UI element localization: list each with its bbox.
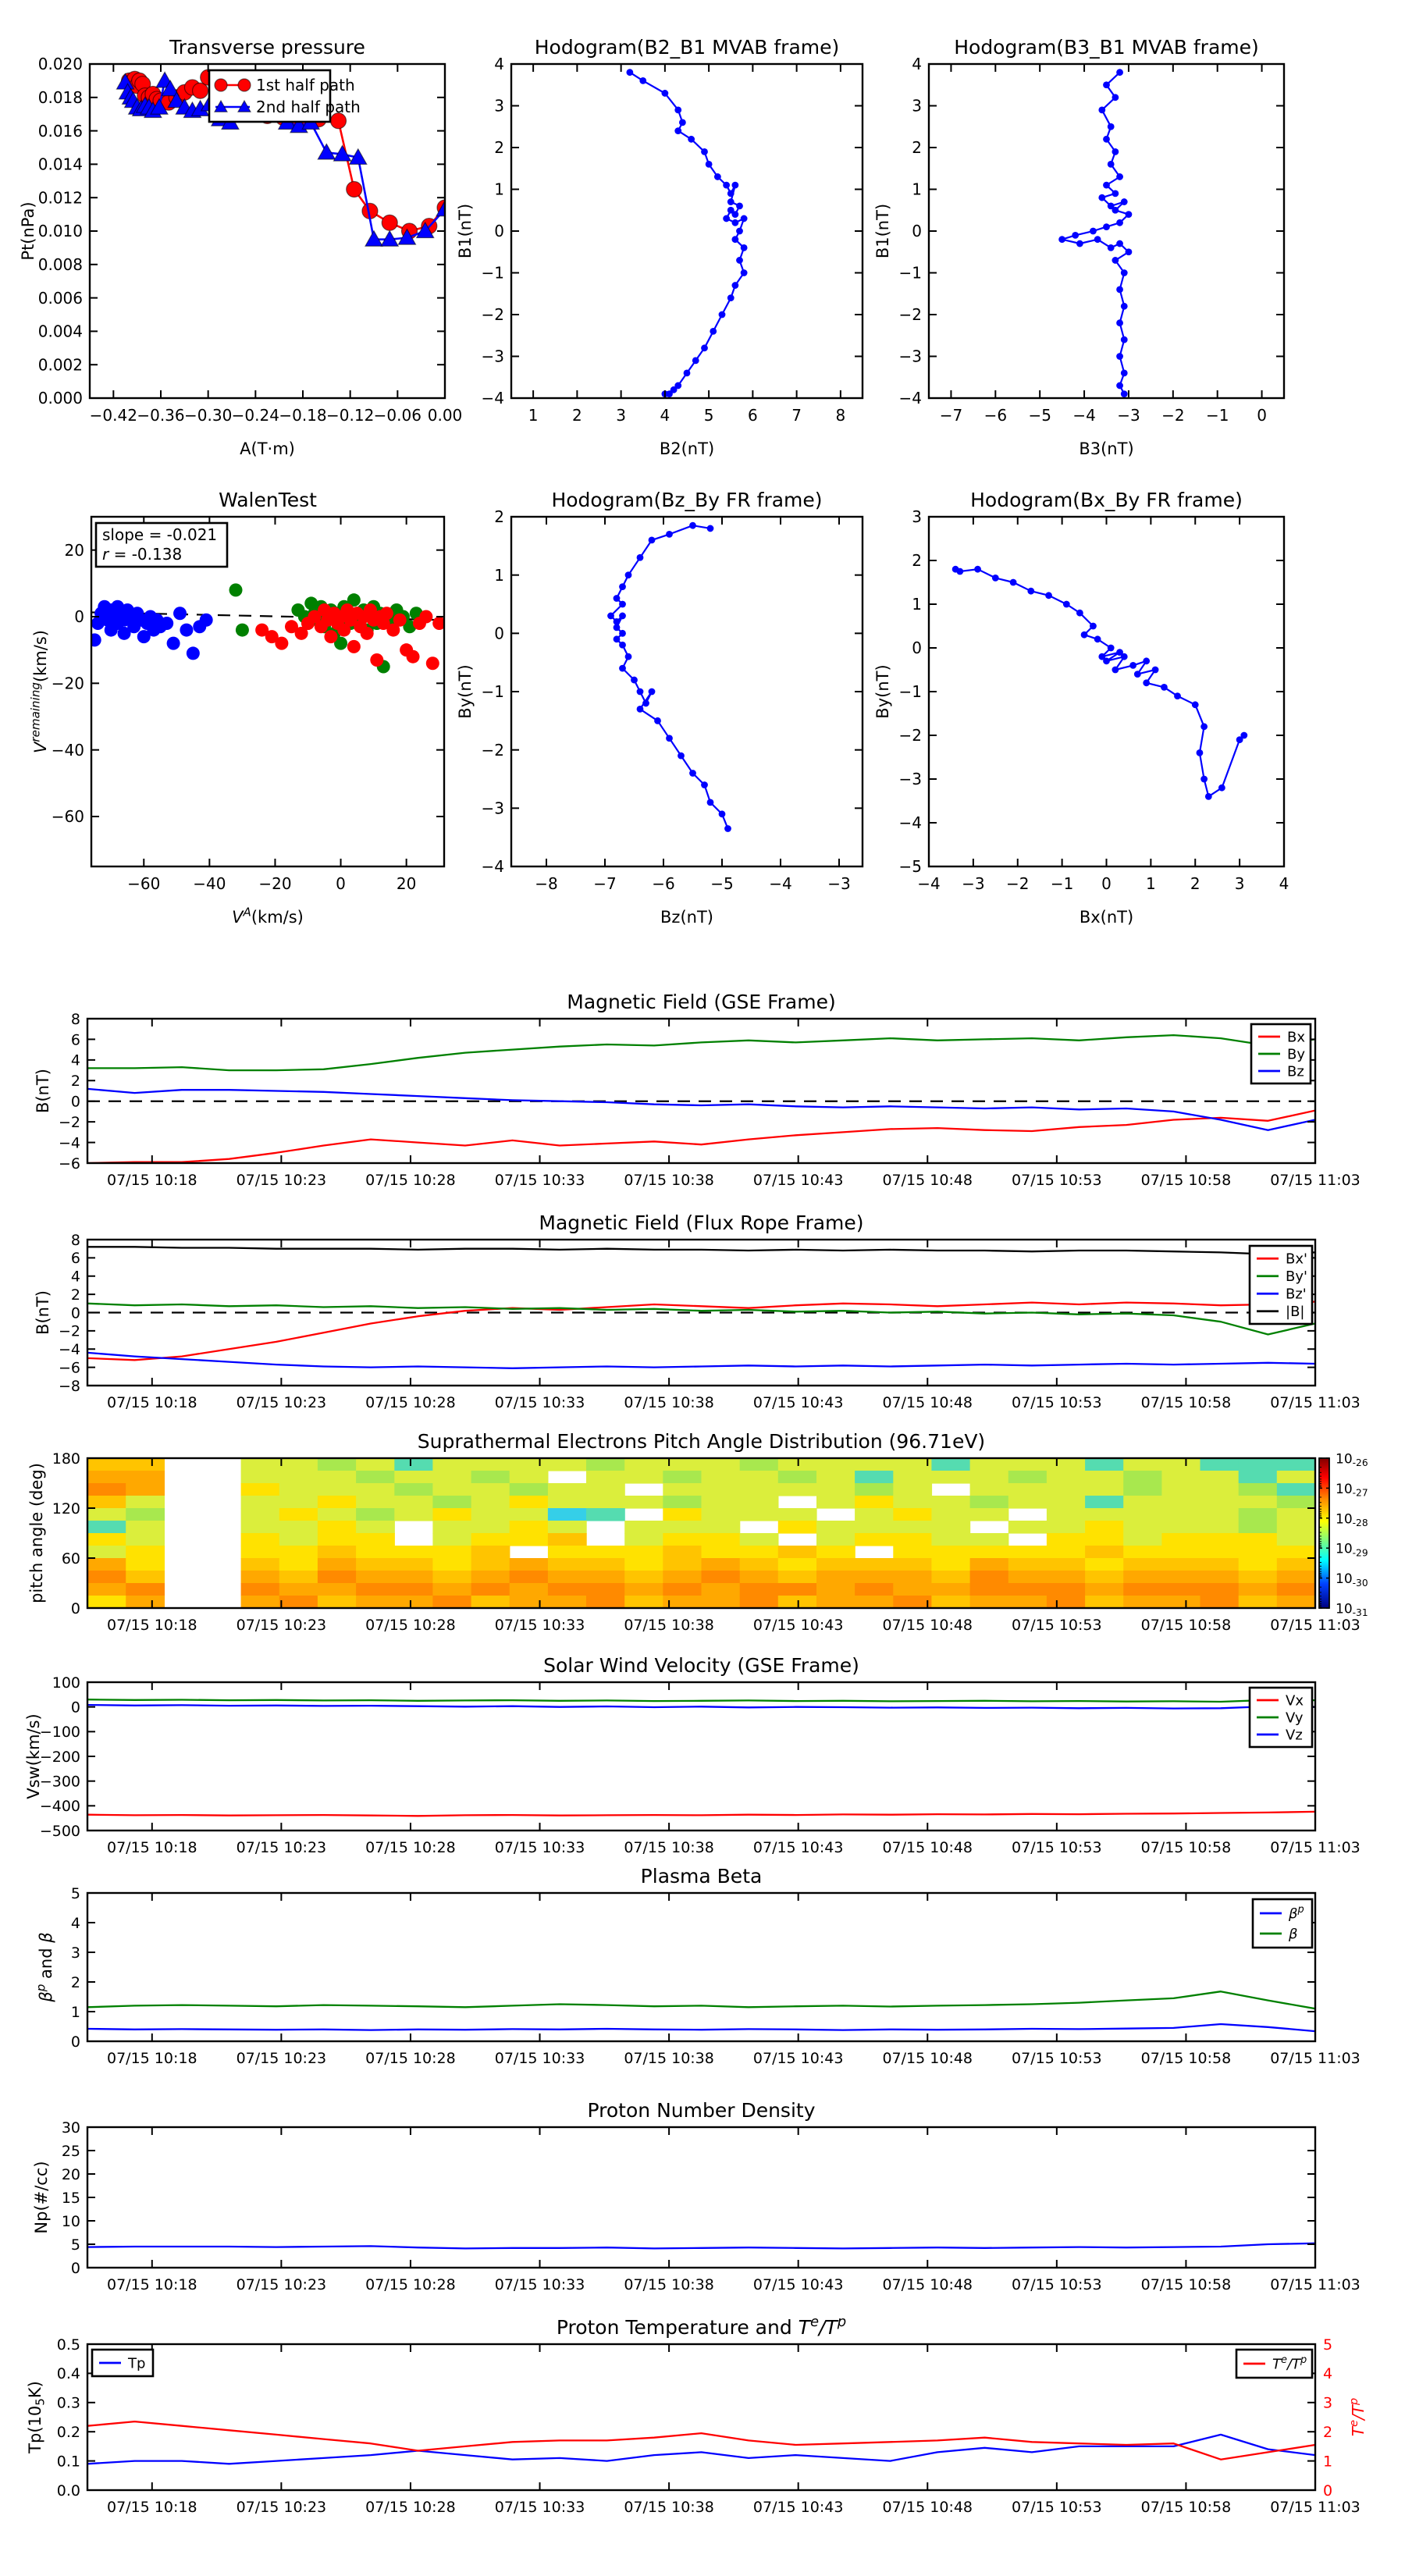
proton-temp-x-tick-label: 07/15 10:18 <box>107 2499 197 2516</box>
proton-temp-x-tick-label: 07/15 11:03 <box>1270 2499 1361 2516</box>
b-fr-x-tick-label: 07/15 10:53 <box>1012 1394 1102 1411</box>
b-gse-y-tick-label: 4 <box>70 1051 80 1069</box>
hodogram-b2-b1-y-tick-label: −4 <box>481 389 504 408</box>
proton-temp-right-tick-label: 0 <box>1323 2482 1333 2500</box>
proton-density-y-tick-label: 0 <box>70 2259 80 2277</box>
transverse-pressure-y-tick-label: 0.008 <box>37 255 83 274</box>
vsw-x-tick-label: 07/15 10:23 <box>236 1839 327 1856</box>
hodogram-b2-b1-y-tick-label: 3 <box>494 96 504 116</box>
hodogram-bz-by-x-tick-label: −6 <box>652 874 675 893</box>
b-gse-legend-label: Bx <box>1287 1029 1306 1046</box>
hodogram-bx-by-y-tick-label: −3 <box>898 770 922 789</box>
transverse-pressure-y-tick-label: 0.010 <box>37 222 83 241</box>
hodogram-b3-b1-y-tick-label: 1 <box>912 180 922 199</box>
pitch-angle-y-tick-label: 0 <box>70 1599 80 1617</box>
transverse-pressure-y-tick-label: 0.002 <box>37 355 83 375</box>
hodogram-bx-by-x-tick-label: −2 <box>1006 874 1030 893</box>
walen-test-stats-box <box>96 523 227 567</box>
transverse-pressure-y-tick-label: 0.018 <box>37 88 83 107</box>
plasma-beta-y-tick-label: 5 <box>70 1884 80 1902</box>
plasma-beta-title: Plasma Beta <box>640 1865 763 1888</box>
transverse-pressure-x-tick-label: −0.24 <box>231 406 279 425</box>
proton-density-y-tick-label: 10 <box>61 2212 80 2230</box>
hodogram-bz-by-x-tick-label: −4 <box>769 874 792 893</box>
proton-temp-right-tick-label: 5 <box>1323 2336 1333 2354</box>
walen-test-stats-line: r = -0.138 <box>102 545 183 564</box>
proton-temp-right-tick-label: 2 <box>1323 2424 1333 2442</box>
b-fr-ylabel: B(nT) <box>34 1290 52 1335</box>
hodogram-b3-b1-y-tick-label: 2 <box>912 138 922 158</box>
hodogram-b2-b1-y-tick-label: 2 <box>494 138 504 158</box>
proton-density-x-tick-label: 07/15 10:48 <box>882 2276 973 2293</box>
hodogram-b3-b1-title: Hodogram(B3_B1 MVAB frame) <box>954 36 1259 59</box>
hodogram-bx-by-x-tick-label: 0 <box>1101 874 1112 893</box>
hodogram-b2-b1-x-tick-label: 8 <box>835 406 846 425</box>
hodogram-bz-by-x-tick-label: −7 <box>593 874 617 893</box>
pitch-angle-x-tick-label: 07/15 10:28 <box>365 1617 456 1634</box>
b-gse-x-tick-label: 07/15 10:38 <box>624 1172 714 1189</box>
hodogram-b2-b1-ylabel: B1(nT) <box>456 203 475 259</box>
plasma-beta-x-tick-label: 07/15 10:33 <box>494 2050 585 2067</box>
transverse-pressure-y-tick-label: 0.014 <box>37 155 83 174</box>
hodogram-bz-by-y-tick-label: −1 <box>481 682 504 702</box>
pitch-angle-x-tick-label: 07/15 10:48 <box>882 1617 973 1634</box>
hodogram-bz-by-title: Hodogram(Bz_By FR frame) <box>551 489 823 511</box>
proton-temp-y-tick-label: 0.0 <box>56 2482 80 2500</box>
walen-test-ylabel: $V^{remaining}(km/s)$ <box>28 629 50 754</box>
hodogram-b3-b1-ylabel: B1(nT) <box>873 203 892 259</box>
proton-temp-y-tick-label: 0.4 <box>56 2365 80 2383</box>
proton-density-y-tick-label: 5 <box>70 2236 80 2254</box>
proton-density-y-tick-label: 30 <box>61 2119 80 2137</box>
pitch-angle-y-tick-label: 180 <box>52 1450 80 1468</box>
proton-density-x-tick-label: 07/15 10:18 <box>107 2276 197 2293</box>
b-gse-y-tick-label: −6 <box>58 1155 80 1172</box>
b-gse-x-tick-label: 07/15 10:18 <box>107 1172 197 1189</box>
b-fr-y-tick-label: −2 <box>58 1322 80 1340</box>
hodogram-bx-by-x-tick-label: 1 <box>1146 874 1156 893</box>
transverse-pressure-y-tick-label: 0.012 <box>37 188 83 208</box>
hodogram-b3-b1-y-tick-label: 4 <box>912 55 922 74</box>
proton-temp-right-tick-label: 1 <box>1323 2453 1333 2471</box>
hodogram-bx-by-y-tick-label: 2 <box>912 551 922 571</box>
hodogram-b2-b1-title: Hodogram(B2_B1 MVAB frame) <box>534 36 840 59</box>
hodogram-b2-b1-y-tick-label: −3 <box>481 347 504 366</box>
b-gse-x-tick-label: 07/15 10:48 <box>882 1172 973 1189</box>
b-fr-legend-label: By' <box>1286 1268 1307 1286</box>
proton-temp-title: Proton Temperature and $T^e/T^p$ <box>556 2314 847 2339</box>
pitch-angle-y-tick-label: 60 <box>61 1550 80 1567</box>
pitch-angle-colorbar-label: $10_{-27}$ <box>1336 1481 1368 1499</box>
hodogram-bz-by-y-tick-label: −3 <box>481 799 504 818</box>
b-fr-x-tick-label: 07/15 10:18 <box>107 1394 197 1411</box>
hodogram-bx-by-x-tick-label: 3 <box>1234 874 1245 893</box>
hodogram-b3-b1-y-tick-label: 3 <box>912 96 922 116</box>
vsw-y-tick-label: −500 <box>39 1822 80 1840</box>
hodogram-b3-b1-x-tick-label: −4 <box>1072 406 1096 425</box>
proton-temp-legend-label: Tp <box>128 2355 146 2372</box>
b-fr-x-tick-label: 07/15 10:58 <box>1140 1394 1232 1411</box>
pitch-angle-title: Suprathermal Electrons Pitch Angle Distribution (96.71eV) <box>417 1430 986 1453</box>
hodogram-b3-b1-y-tick-label: −1 <box>898 263 922 283</box>
plasma-beta-y-tick-label: 3 <box>70 1944 80 1962</box>
hodogram-bx-by-y-tick-label: 3 <box>912 507 922 527</box>
walen-test-xlabel: $V^A(km/s)$ <box>232 905 304 927</box>
transverse-pressure-y-tick-label: 0.016 <box>37 121 83 141</box>
vsw-legend <box>1250 1688 1312 1747</box>
proton-temp-right-tick-label: 3 <box>1323 2394 1333 2412</box>
plasma-beta-legend-label: β <box>1289 1926 1298 1943</box>
transverse-pressure-x-tick-label: −0.30 <box>184 406 233 425</box>
proton-density-y-tick-label: 15 <box>61 2189 80 2207</box>
plasma-beta-y-tick-label: 0 <box>70 2033 80 2051</box>
plasma-beta-legend-label: $\beta^p$ <box>1289 1904 1304 1923</box>
plasma-beta-y-tick-label: 2 <box>70 1973 80 1991</box>
transverse-pressure-x-tick-label: −0.42 <box>89 406 137 425</box>
pitch-angle-x-tick-label: 07/15 10:43 <box>752 1617 844 1634</box>
walen-test-x-tick-label: 20 <box>396 874 417 893</box>
plasma-beta-x-tick-label: 07/15 10:38 <box>624 2050 714 2067</box>
vsw-title: Solar Wind Velocity (GSE Frame) <box>543 1654 859 1677</box>
proton-temp-legend <box>92 2350 153 2376</box>
plasma-beta-y-tick-label: 4 <box>70 1914 80 1932</box>
proton-density-y-tick-label: 25 <box>61 2142 80 2160</box>
b-fr-legend-label: Bz' <box>1286 1286 1307 1303</box>
b-fr-y-tick-label: 2 <box>70 1286 80 1304</box>
hodogram-b2-b1-x-tick-label: 1 <box>528 406 539 425</box>
b-gse-x-tick-label: 07/15 10:43 <box>752 1172 844 1189</box>
b-fr-y-tick-label: −6 <box>58 1359 80 1377</box>
b-fr-y-tick-label: −8 <box>58 1377 80 1395</box>
proton-density-x-tick-label: 07/15 10:38 <box>624 2276 714 2293</box>
hodogram-b3-b1-y-tick-label: −4 <box>898 389 922 408</box>
hodogram-b3-b1-x-tick-label: −1 <box>1205 406 1229 425</box>
hodogram-b2-b1-y-tick-label: −1 <box>481 263 504 283</box>
b-fr-y-tick-label: 4 <box>70 1268 80 1286</box>
proton-temp-legend-right-label: $T^e/T^p$ <box>1272 2354 1307 2373</box>
plasma-beta-x-tick-label: 07/15 10:23 <box>236 2050 327 2067</box>
walen-test-y-tick-label: −60 <box>51 807 84 827</box>
hodogram-bx-by-x-tick-label: −4 <box>917 874 941 893</box>
vsw-legend-label: Vx <box>1286 1692 1304 1710</box>
b-gse-y-tick-label: −4 <box>58 1134 80 1152</box>
transverse-pressure-y-tick-label: 0.000 <box>37 389 83 408</box>
vsw-y-tick-label: 0 <box>70 1699 80 1717</box>
transverse-pressure-x-tick-label: −0.18 <box>279 406 327 425</box>
hodogram-b3-b1-x-tick-label: −6 <box>984 406 1008 425</box>
vsw-x-tick-label: 07/15 10:48 <box>882 1839 973 1856</box>
b-fr-legend <box>1250 1246 1312 1324</box>
transverse-pressure-xlabel: A(T·m) <box>240 439 295 458</box>
b-fr-legend-label: Bx' <box>1286 1251 1307 1268</box>
vsw-y-tick-label: 100 <box>52 1674 80 1692</box>
proton-density-x-tick-label: 07/15 10:58 <box>1140 2276 1232 2293</box>
proton-temp-x-tick-label: 07/15 10:33 <box>494 2499 585 2516</box>
proton-temp-x-tick-label: 07/15 10:38 <box>624 2499 714 2516</box>
vsw-x-tick-label: 07/15 10:53 <box>1012 1839 1102 1856</box>
hodogram-b2-b1-x-tick-label: 6 <box>748 406 758 425</box>
plasma-beta-x-tick-label: 07/15 11:03 <box>1270 2050 1361 2067</box>
b-fr-y-tick-label: 6 <box>70 1250 80 1268</box>
hodogram-bx-by-y-tick-label: −4 <box>898 813 922 833</box>
hodogram-bz-by-x-tick-label: −5 <box>710 874 734 893</box>
vsw-legend-label: Vz <box>1286 1727 1303 1744</box>
vsw-legend-label: Vy <box>1286 1710 1304 1727</box>
proton-temp-y-tick-label: 0.1 <box>56 2453 80 2471</box>
hodogram-b3-b1-y-tick-label: −3 <box>898 347 922 366</box>
proton-temp-ylabel: $Tp(10_5K)$ <box>26 2381 48 2453</box>
plasma-beta-x-tick-label: 07/15 10:53 <box>1012 2050 1102 2067</box>
hodogram-b2-b1-x-tick-label: 2 <box>572 406 582 425</box>
transverse-pressure-ylabel: Pt(nPa) <box>19 201 37 261</box>
pitch-angle-colorbar-label: $10_{-26}$ <box>1336 1451 1368 1469</box>
proton-density-x-tick-label: 07/15 10:53 <box>1012 2276 1102 2293</box>
transverse-pressure-x-tick-label: 0.00 <box>427 406 463 425</box>
b-fr-x-tick-label: 07/15 11:03 <box>1270 1394 1361 1411</box>
plasma-beta-x-tick-label: 07/15 10:18 <box>107 2050 197 2067</box>
b-gse-x-tick-label: 07/15 10:23 <box>236 1172 327 1189</box>
hodogram-bx-by-x-tick-label: 4 <box>1279 874 1289 893</box>
hodogram-b3-b1-x-tick-label: −2 <box>1161 406 1185 425</box>
transverse-pressure-x-tick-label: −0.12 <box>326 406 375 425</box>
hodogram-b3-b1-x-tick-label: −7 <box>939 406 963 425</box>
proton-density-x-tick-label: 07/15 10:28 <box>365 2276 456 2293</box>
vsw-y-tick-label: −400 <box>39 1798 80 1816</box>
b-fr-y-tick-label: 8 <box>70 1231 80 1249</box>
b-gse-ylabel: B(nT) <box>34 1069 52 1113</box>
hodogram-b3-b1-y-tick-label: 0 <box>912 222 922 241</box>
pitch-angle-cells <box>87 1458 1316 1609</box>
proton-temp-legend-right <box>1236 2350 1312 2378</box>
plasma-beta-x-tick-label: 07/15 10:58 <box>1140 2050 1232 2067</box>
transverse-pressure-x-tick-label: −0.36 <box>137 406 185 425</box>
hodogram-b2-b1-y-tick-label: 0 <box>494 222 504 241</box>
transverse-pressure-legend-label: 1st half path <box>256 76 355 94</box>
hodogram-b3-b1-y-tick-label: −2 <box>898 305 922 325</box>
pitch-angle-x-tick-label: 07/15 11:03 <box>1270 1617 1361 1634</box>
hodogram-bx-by-y-tick-label: 0 <box>912 639 922 658</box>
hodogram-bz-by-xlabel: Bz(nT) <box>660 908 713 927</box>
b-gse-y-tick-label: 0 <box>70 1093 80 1111</box>
proton-temp-y-tick-label: 0.3 <box>56 2394 80 2412</box>
plasma-beta-x-tick-label: 07/15 10:48 <box>882 2050 973 2067</box>
hodogram-b3-b1-x-tick-label: −5 <box>1028 406 1051 425</box>
plasma-beta-x-tick-label: 07/15 10:28 <box>365 2050 456 2067</box>
vsw-x-tick-label: 07/15 10:28 <box>365 1839 456 1856</box>
transverse-pressure-y-tick-label: 0.004 <box>37 322 83 341</box>
b-gse-x-tick-label: 07/15 10:33 <box>494 1172 585 1189</box>
b-fr-x-tick-label: 07/15 10:23 <box>236 1394 327 1411</box>
b-gse-y-tick-label: 8 <box>70 1010 80 1028</box>
pitch-angle-x-tick-label: 07/15 10:33 <box>494 1617 585 1634</box>
hodogram-bx-by-xlabel: Bx(nT) <box>1079 908 1134 927</box>
transverse-pressure-x-tick-label: −0.06 <box>373 406 422 425</box>
b-fr-title: Magnetic Field (Flux Rope Frame) <box>539 1212 864 1234</box>
proton-density-x-tick-label: 07/15 10:23 <box>236 2276 327 2293</box>
proton-temp-right-ylabel: $T^e/T^p$ <box>1348 2397 1368 2437</box>
hodogram-bx-by-x-tick-label: −3 <box>962 874 985 893</box>
b-gse-legend-label: By <box>1287 1046 1306 1063</box>
proton-density-ylabel: Np(#/cc) <box>32 2161 51 2234</box>
proton-temp-y-tick-label: 0.2 <box>56 2424 80 2442</box>
proton-temp-x-tick-label: 07/15 10:23 <box>236 2499 327 2516</box>
hodogram-b3-b1-x-tick-label: 0 <box>1257 406 1267 425</box>
transverse-pressure-legend-label: 2nd half path <box>256 98 361 116</box>
proton-temp-x-tick-label: 07/15 10:48 <box>882 2499 973 2516</box>
pitch-angle-colorbar-label: $10_{-31}$ <box>1336 1601 1368 1619</box>
b-fr-x-tick-label: 07/15 10:38 <box>624 1394 714 1411</box>
walen-test-x-tick-label: −60 <box>127 874 161 893</box>
hodogram-b2-b1-x-tick-label: 5 <box>703 406 714 425</box>
b-fr-x-tick-label: 07/15 10:43 <box>752 1394 844 1411</box>
walen-test-x-tick-label: 0 <box>336 874 346 893</box>
proton-density-title: Proton Number Density <box>587 2099 816 2122</box>
hodogram-b3-b1-x-tick-label: −3 <box>1117 406 1140 425</box>
pitch-angle-x-tick-label: 07/15 10:58 <box>1140 1617 1232 1634</box>
pitch-angle-ylabel: pitch angle (deg) <box>27 1463 46 1603</box>
vsw-y-tick-label: −300 <box>39 1773 80 1791</box>
hodogram-b2-b1-y-tick-label: −2 <box>481 305 504 325</box>
b-fr-y-tick-label: −4 <box>58 1341 80 1359</box>
hodogram-bx-by-ylabel: By(nT) <box>873 664 892 719</box>
hodogram-b2-b1-y-tick-label: 1 <box>494 180 504 199</box>
pitch-angle-x-tick-label: 07/15 10:53 <box>1012 1617 1102 1634</box>
transverse-pressure-y-tick-label: 0.020 <box>37 55 83 74</box>
plasma-beta-x-tick-label: 07/15 10:43 <box>752 2050 844 2067</box>
hodogram-bx-by-x-tick-label: −1 <box>1050 874 1074 893</box>
b-gse-legend <box>1251 1024 1311 1083</box>
pitch-angle-colorbar-label: $10_{-29}$ <box>1336 1541 1368 1559</box>
plasma-beta-ylabel: $\beta^p$ and β <box>34 1932 55 2002</box>
proton-temp-x-tick-label: 07/15 10:43 <box>752 2499 844 2516</box>
b-fr-x-tick-label: 07/15 10:48 <box>882 1394 973 1411</box>
vsw-x-tick-label: 07/15 10:43 <box>752 1839 844 1856</box>
hodogram-bz-by-ylabel: By(nT) <box>456 664 475 719</box>
hodogram-bx-by-y-tick-label: −1 <box>898 682 922 702</box>
proton-temp-y-tick-label: 0.5 <box>56 2336 80 2354</box>
pitch-angle-colorbar-label: $10_{-30}$ <box>1336 1571 1368 1589</box>
hodogram-b2-b1-x-tick-label: 4 <box>660 406 670 425</box>
transverse-pressure-title: Transverse pressure <box>169 36 365 59</box>
proton-density-y-tick-label: 20 <box>61 2165 80 2183</box>
vsw-y-tick-label: −200 <box>39 1748 80 1766</box>
walen-test-stats-line: slope = -0.021 <box>102 525 218 544</box>
vsw-x-tick-label: 07/15 11:03 <box>1270 1839 1361 1856</box>
vsw-x-tick-label: 07/15 10:58 <box>1140 1839 1232 1856</box>
b-fr-x-tick-label: 07/15 10:33 <box>494 1394 585 1411</box>
hodogram-bx-by-y-tick-label: −2 <box>898 726 922 745</box>
hodogram-b2-b1-y-tick-label: 4 <box>494 55 504 74</box>
hodogram-bx-by-title: Hodogram(Bx_By FR frame) <box>970 489 1243 511</box>
hodogram-b2-b1-x-tick-label: 3 <box>616 406 626 425</box>
b-gse-title: Magnetic Field (GSE Frame) <box>567 991 836 1013</box>
b-fr-legend-label: |B| <box>1286 1304 1305 1321</box>
b-gse-y-tick-label: 6 <box>70 1031 80 1049</box>
walen-test-y-tick-label: 0 <box>74 607 84 627</box>
hodogram-bz-by-y-tick-label: −2 <box>481 740 504 760</box>
b-gse-x-tick-label: 07/15 10:53 <box>1012 1172 1102 1189</box>
vsw-x-tick-label: 07/15 10:33 <box>494 1839 585 1856</box>
b-gse-x-tick-label: 07/15 10:58 <box>1140 1172 1232 1189</box>
hodogram-bx-by-y-tick-label: −5 <box>898 857 922 877</box>
proton-temp-x-tick-label: 07/15 10:58 <box>1140 2499 1232 2516</box>
hodogram-b2-b1-x-tick-label: 7 <box>791 406 802 425</box>
proton-temp-x-tick-label: 07/15 10:28 <box>365 2499 456 2516</box>
hodogram-bz-by-y-tick-label: 1 <box>494 565 504 585</box>
walen-test-y-tick-label: 20 <box>64 540 84 560</box>
plasma-beta-legend <box>1253 1899 1312 1948</box>
hodogram-bz-by-y-tick-label: 0 <box>494 624 504 643</box>
pitch-angle-y-tick-label: 120 <box>52 1500 80 1517</box>
pitch-angle-colorbar-label: $10_{-28}$ <box>1336 1511 1368 1528</box>
pitch-angle-x-tick-label: 07/15 10:23 <box>236 1617 327 1634</box>
proton-density-x-tick-label: 07/15 10:43 <box>752 2276 844 2293</box>
hodogram-bz-by-y-tick-label: 2 <box>494 507 504 527</box>
hodogram-b3-b1-xlabel: B3(nT) <box>1079 439 1134 458</box>
b-fr-y-tick-label: 0 <box>70 1304 80 1322</box>
b-gse-legend-label: Bz <box>1287 1063 1304 1080</box>
b-gse-x-tick-label: 07/15 10:28 <box>365 1172 456 1189</box>
vsw-ylabel: Vsw(km/s) <box>24 1713 43 1799</box>
transverse-pressure-y-tick-label: 0.006 <box>37 288 83 308</box>
vsw-x-tick-label: 07/15 10:18 <box>107 1839 197 1856</box>
vsw-y-tick-label: −100 <box>39 1724 80 1742</box>
hodogram-bz-by-x-tick-label: −3 <box>827 874 851 893</box>
hodogram-bz-by-y-tick-label: −4 <box>481 857 504 877</box>
proton-temp-right-tick-label: 4 <box>1323 2365 1333 2383</box>
hodogram-bx-by-x-tick-label: 2 <box>1190 874 1200 893</box>
walen-test-x-tick-label: −20 <box>258 874 292 893</box>
plasma-beta-y-tick-label: 1 <box>70 2003 80 2021</box>
walen-test-y-tick-label: −40 <box>51 740 84 760</box>
hodogram-bz-by-x-tick-label: −8 <box>535 874 558 893</box>
vsw-x-tick-label: 07/15 10:38 <box>624 1839 714 1856</box>
walen-test-y-tick-label: −20 <box>51 674 84 693</box>
b-fr-x-tick-label: 07/15 10:28 <box>365 1394 456 1411</box>
walen-test-x-tick-label: −40 <box>193 874 226 893</box>
b-gse-y-tick-label: −2 <box>58 1113 80 1131</box>
pitch-angle-x-tick-label: 07/15 10:38 <box>624 1617 714 1634</box>
b-gse-y-tick-label: 2 <box>70 1073 80 1091</box>
pitch-angle-x-tick-label: 07/15 10:18 <box>107 1617 197 1634</box>
hodogram-b2-b1-xlabel: B2(nT) <box>659 439 715 458</box>
b-gse-x-tick-label: 07/15 11:03 <box>1270 1172 1361 1189</box>
proton-temp-x-tick-label: 07/15 10:53 <box>1012 2499 1102 2516</box>
walen-test-title: WalenTest <box>219 489 317 511</box>
proton-density-x-tick-label: 07/15 10:33 <box>494 2276 585 2293</box>
hodogram-bx-by-y-tick-label: 1 <box>912 595 922 614</box>
proton-density-x-tick-label: 07/15 11:03 <box>1270 2276 1361 2293</box>
